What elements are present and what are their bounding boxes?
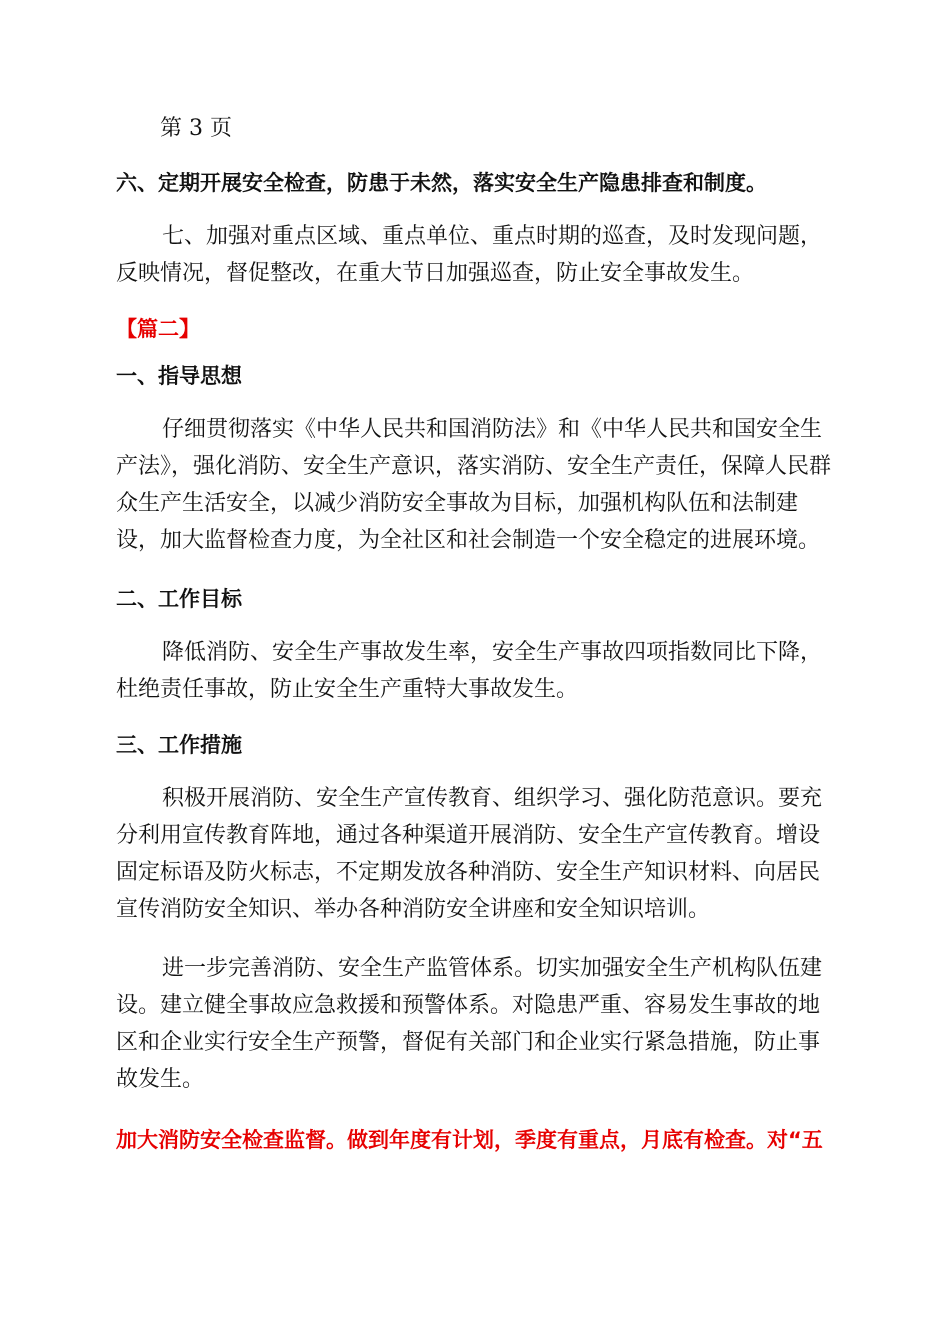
section-6-heading: 六、定期开展安全检查，防患于未然，落实安全生产隐患排查和制度。	[116, 171, 767, 195]
paragraph-publicity-education: 积极开展消防、安全生产宣传教育、组织学习、强化防范意识。要充分利用宣传教育阵地，通过各种渠道开展消防、安全生产宣传教育。增设固定标语及防火标志，不定期发放各种消防、安全生产知识材料、向居民宣传消防安全知识、举办各种消防安全讲座和安全知识培训。	[116, 786, 823, 922]
heading-work-measures: 三、工作措施	[116, 733, 242, 757]
red-paragraph-inspection: 加大消防安全检查监督。做到年度有计划，季度有重点，月底有检查。对“五	[116, 1128, 823, 1152]
heading-guiding-ideology: 一、指导思想	[116, 364, 242, 388]
heading-work-goals: 二、工作目标	[116, 587, 242, 611]
paragraph-supervision-system: 进一步完善消防、安全生产监管体系。切实加强安全生产机构队伍建设。建立健全事故应急救援和预警体系。对隐患严重、容易发生事故的地区和企业实行安全生产预警，督促有关部门和企业实行紧急措施，防止事故发生。	[116, 956, 823, 1092]
section-7-paragraph: 七、加强对重点区域、重点单位、重点时期的巡查，及时发现问题，反映情况，督促整改，在重大节日加强巡查，防止安全事故发生。	[116, 224, 823, 286]
paragraph-guiding-ideology: 仔细贯彻落实《中华人民共和国消防法》和《中华人民共和国安全生产法》，强化消防、安全生产意识，落实消防、安全生产责任，保障人民群众生产生活安全，以减少消防安全事故为目标，加强机构队伍和法制建设，加大监督检查力度，为全社区和社会制造一个安全稳定的进展环境。	[116, 417, 832, 553]
paragraph-work-goals: 降低消防、安全生产事故发生率，安全生产事故四项指数同比下降，杜绝责任事故，防止安全生产重特大事故发生。	[116, 640, 823, 702]
part-two-title: 【篇二】	[116, 317, 200, 341]
page-label: 第 3 页	[160, 116, 232, 141]
